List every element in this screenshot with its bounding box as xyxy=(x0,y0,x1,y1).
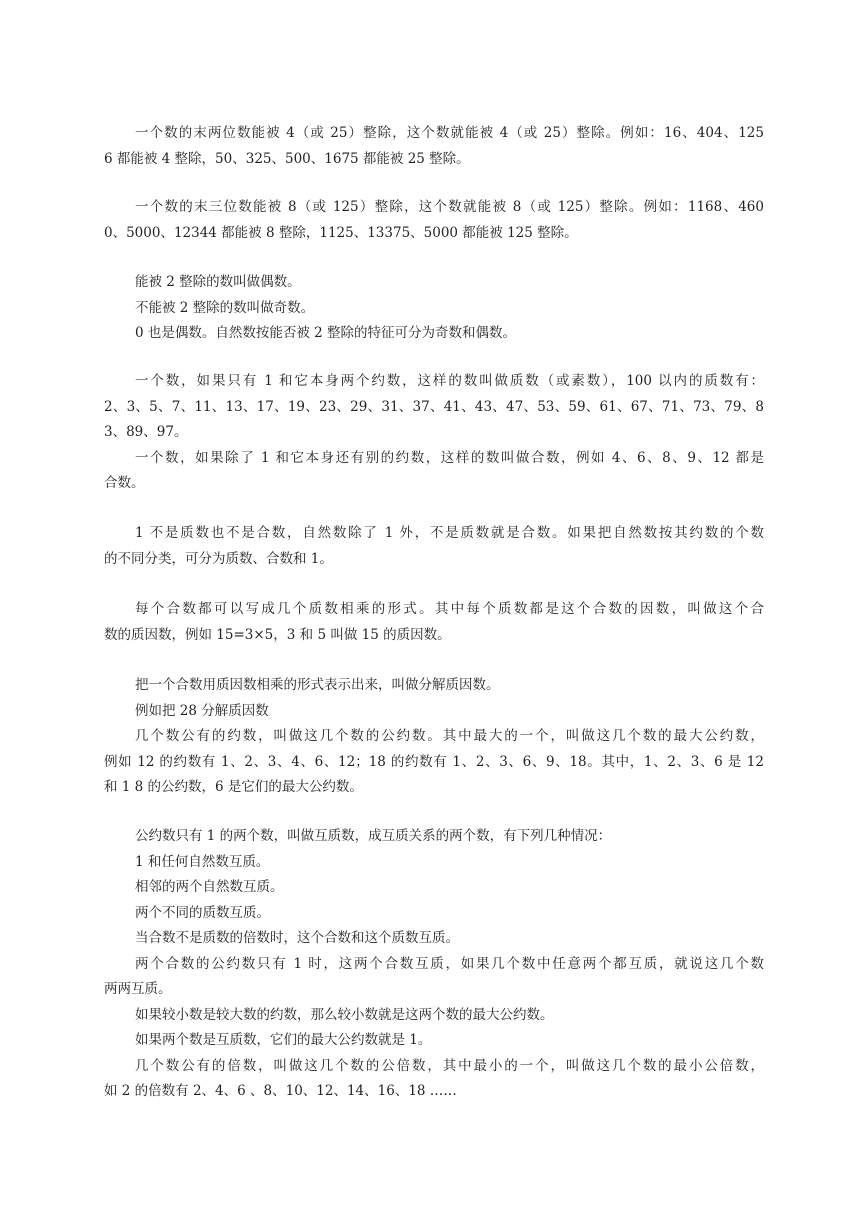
text-line: 和 1 8 的公约数，6 是它们的最大公约数。 xyxy=(104,779,363,795)
paragraph-coprime-lcm xyxy=(104,824,764,1105)
text-line: 1 不是质数也不是合数，自然数除了 1 外，不是质数就是合数。如果把自然数按其约数的个数 xyxy=(135,525,764,541)
paragraph-divisibility-4-25 xyxy=(104,121,764,172)
text-line: 0、5000、12344 都能被 8 整除，1125、13375、5000 都能被 125 整除。 xyxy=(104,224,578,241)
text-line: 2、3、5、7、11、13、17、19、23、29、31、37、41、43、47、53、59、61、67、71、73、79、8 xyxy=(104,398,764,415)
text-line: 公约数只有 1 的两个数，叫做互质数，成互质关系的两个数，有下列几种情况： xyxy=(135,828,612,844)
paragraph-gcd xyxy=(104,673,764,801)
text-line: 如果较小数是较大数的约数，那么较小数就是这两个数的最大公约数。 xyxy=(135,1006,554,1023)
text-line: 例如 12 的约数有 1、2、3、4、6、12；18 的约数有 1、2、3、6、9、18。其中，1、2、3、6 是 12 xyxy=(104,753,764,770)
text-line: 把一个合数用质因数相乘的形式表示出来，叫做分解质因数。 xyxy=(135,677,500,693)
text-line: 几个数公有的倍数，叫做这几个数的公倍数，其中最小的一个，叫做这几个数的最小公倍数， xyxy=(135,1057,764,1074)
text-line: 0 也是偶数。自然数按能否被 2 整除的特征可分为奇数和偶数。 xyxy=(135,325,517,341)
paragraph-prime-factors xyxy=(104,597,764,648)
text-line: 一个数，如果只有 1 和它本身两个约数，这样的数叫做质数（或素数），100 以内的质数有： xyxy=(135,373,764,389)
text-line: 3、89、97。 xyxy=(104,424,188,440)
text-line: 两两互质。 xyxy=(104,981,172,997)
text-line: 几个数公有的约数，叫做这几个数的公约数。其中最大的一个，叫做这几个数的最大公约数， xyxy=(135,728,764,744)
text-line: 如果两个数是互质数，它们的最大公约数就是 1。 xyxy=(135,1032,432,1048)
text-line: 一个数，如果除了 1 和它本身还有别的约数，这样的数叫做合数，例如 4、6、8、9、12 都是 xyxy=(135,449,764,466)
text-line: 不能被 2 整除的数叫做奇数。 xyxy=(135,299,315,316)
text-line: 数的质因数，例如 15=3×5，3 和 5 叫做 15 的质因数。 xyxy=(104,626,451,643)
text-line: 的不同分类，可分为质数、合数和 1。 xyxy=(104,550,333,567)
text-line: 相邻的两个自然数互质。 xyxy=(135,879,284,895)
text-line: 两个合数的公约数只有 1 时，这两个合数互质，如果几个数中任意两个都互质，就说这几个数 xyxy=(135,955,764,972)
text-line: 如 2 的倍数有 2、4、6 、8、10、12、14、16、18 …… xyxy=(104,1083,457,1099)
text-line: 能被 2 整除的数叫做偶数。 xyxy=(135,274,301,290)
text-line: 6 都能被 4 整除，50、325、500、1675 都能被 25 整除。 xyxy=(104,150,470,167)
text-line: 例如把 28 分解质因数 xyxy=(135,702,269,719)
text-line: 一个数的末三位数能被 8（或 125）整除，这个数就能被 8（或 125）整除。例如：1168、460 xyxy=(135,199,764,215)
text-line: 两个不同的质数互质。 xyxy=(135,904,270,921)
text-line: 每个合数都可以写成几个质数相乘的形式。其中每个质数都是这个合数的因数，叫做这个合 xyxy=(135,601,764,617)
paragraph-primes-composites xyxy=(104,369,764,497)
paragraph-divisibility-8-125 xyxy=(104,195,764,246)
text-line: 当合数不是质数的倍数时，这个合数和这个质数互质。 xyxy=(135,930,459,946)
paragraph-one-classification xyxy=(104,521,764,572)
text-line: 合数。 xyxy=(104,475,145,491)
text-line: 一个数的末两位数能被 4（或 25）整除，这个数就能被 4（或 25）整除。例如：16、404、125 xyxy=(135,125,764,141)
text-line: 1 和任何自然数互质。 xyxy=(135,853,270,870)
paragraph-even-odd xyxy=(104,270,764,347)
